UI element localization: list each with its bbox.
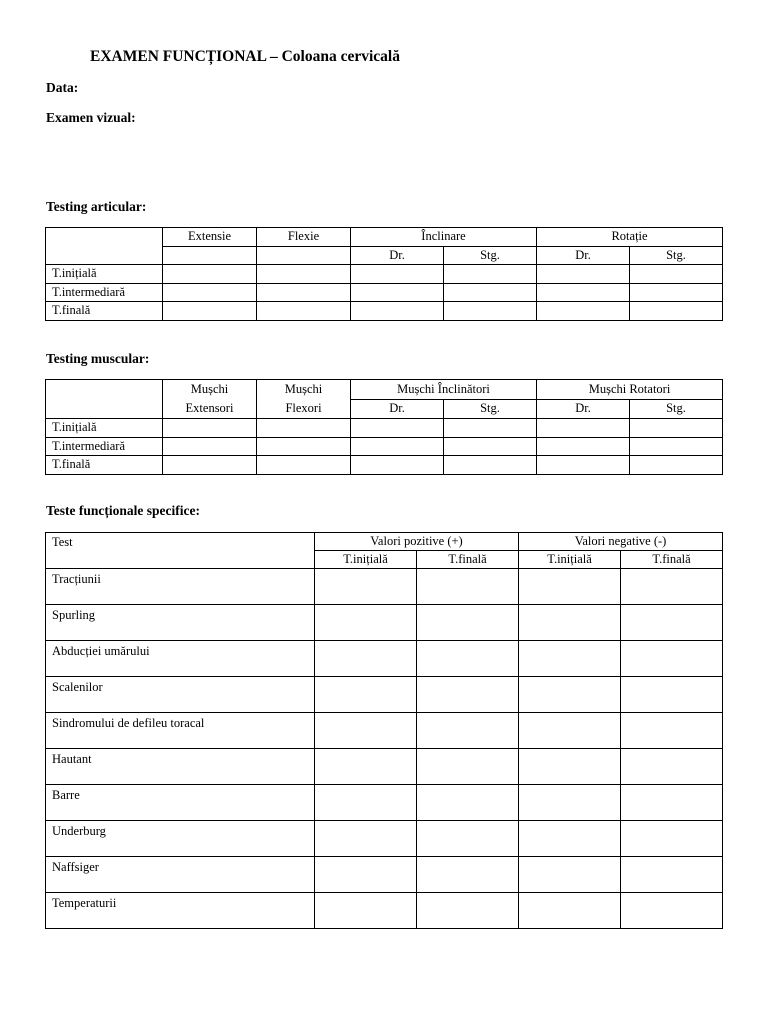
input-cell[interactable] xyxy=(630,437,723,456)
input-cell[interactable] xyxy=(351,437,444,456)
input-cell[interactable] xyxy=(537,456,630,475)
test-name: Spurling xyxy=(46,605,315,641)
input-cell[interactable] xyxy=(257,265,351,284)
input-cell[interactable] xyxy=(351,265,444,284)
input-cell[interactable] xyxy=(630,419,723,438)
input-cell[interactable] xyxy=(444,265,537,284)
subcol-rotatie-dr: Dr. xyxy=(537,246,630,265)
table-row xyxy=(46,437,723,456)
input-cell[interactable] xyxy=(537,265,630,284)
input-cell[interactable] xyxy=(315,893,417,929)
table-row xyxy=(46,302,723,321)
col-extensori-line1: Mușchi xyxy=(190,382,229,396)
table-row xyxy=(46,749,723,785)
input-cell[interactable] xyxy=(519,641,621,677)
row-label: T.finală xyxy=(46,302,163,321)
testing-muscular-label: Testing muscular: xyxy=(46,351,150,366)
input-cell[interactable] xyxy=(444,437,537,456)
input-cell[interactable] xyxy=(315,677,417,713)
col-flexori-line1: Mușchi xyxy=(284,382,323,396)
col-flexie: Flexie xyxy=(257,228,351,247)
test-name: Tracțiunii xyxy=(46,569,315,605)
input-cell[interactable] xyxy=(621,569,723,605)
input-cell[interactable] xyxy=(537,437,630,456)
input-cell[interactable] xyxy=(519,785,621,821)
col-flexori-line2: Flexori xyxy=(285,401,322,415)
input-cell[interactable] xyxy=(417,893,519,929)
input-cell[interactable] xyxy=(519,605,621,641)
input-cell[interactable] xyxy=(417,749,519,785)
subcol-inclinatori-dr: Dr. xyxy=(351,399,444,419)
input-cell[interactable] xyxy=(621,713,723,749)
input-cell[interactable] xyxy=(621,857,723,893)
input-cell[interactable] xyxy=(621,605,723,641)
input-cell[interactable] xyxy=(519,857,621,893)
input-cell[interactable] xyxy=(315,641,417,677)
subcol-negative-t-finala: T.finală xyxy=(621,551,723,569)
subheader-flexie-empty xyxy=(257,246,351,265)
col-extensie: Extensie xyxy=(163,228,257,247)
subcol-inclinare-dr: Dr. xyxy=(351,246,444,265)
row-label: T.inițială xyxy=(46,419,163,438)
input-cell[interactable] xyxy=(621,749,723,785)
input-cell[interactable] xyxy=(519,713,621,749)
col-muschi-extensori xyxy=(163,380,257,419)
input-cell[interactable] xyxy=(163,283,257,302)
data-label: Data: xyxy=(46,80,79,95)
input-cell[interactable] xyxy=(257,283,351,302)
subcol-inclinatori-stg: Stg. xyxy=(444,399,537,419)
table-row xyxy=(46,857,723,893)
input-cell[interactable] xyxy=(630,283,723,302)
testing-articular-label: Testing articular: xyxy=(46,199,147,214)
table-row xyxy=(46,785,723,821)
col-test: Test xyxy=(46,533,315,569)
input-cell[interactable] xyxy=(163,419,257,438)
col-inclinare: Înclinare xyxy=(351,228,537,247)
row-label: T.finală xyxy=(46,456,163,475)
input-cell[interactable] xyxy=(519,749,621,785)
input-cell[interactable] xyxy=(417,641,519,677)
input-cell[interactable] xyxy=(315,857,417,893)
input-cell[interactable] xyxy=(537,283,630,302)
input-cell[interactable] xyxy=(444,283,537,302)
input-cell[interactable] xyxy=(351,456,444,475)
input-cell[interactable] xyxy=(163,437,257,456)
table-row xyxy=(46,569,723,605)
input-cell[interactable] xyxy=(630,265,723,284)
input-cell[interactable] xyxy=(351,302,444,321)
subcol-negative-t-initiala: T.inițială xyxy=(519,551,621,569)
subcol-rotatori-dr: Dr. xyxy=(537,399,630,419)
input-cell[interactable] xyxy=(417,857,519,893)
test-name: Hautant xyxy=(46,749,315,785)
table-row xyxy=(46,456,723,475)
col-muschi-flexori xyxy=(257,380,351,419)
table-row xyxy=(46,821,723,857)
test-name: Scalenilor xyxy=(46,677,315,713)
input-cell[interactable] xyxy=(257,456,351,475)
input-cell[interactable] xyxy=(519,893,621,929)
input-cell[interactable] xyxy=(417,677,519,713)
col-valori-pozitive: Valori pozitive (+) xyxy=(315,533,519,551)
input-cell[interactable] xyxy=(537,302,630,321)
table-row xyxy=(46,677,723,713)
col-extensori-line2: Extensori xyxy=(185,401,234,415)
test-name: Naffsiger xyxy=(46,857,315,893)
col-valori-negative: Valori negative (-) xyxy=(519,533,723,551)
input-cell[interactable] xyxy=(621,821,723,857)
subcol-rotatie-stg: Stg. xyxy=(630,246,723,265)
test-name: Sindromului de defileu toracal xyxy=(46,713,315,749)
test-name: Underburg xyxy=(46,821,315,857)
input-cell[interactable] xyxy=(417,605,519,641)
input-cell[interactable] xyxy=(621,641,723,677)
row-label: T.intermediară xyxy=(46,283,163,302)
table-row xyxy=(46,265,723,284)
input-cell[interactable] xyxy=(417,785,519,821)
testing-articular-table xyxy=(45,227,723,321)
input-cell[interactable] xyxy=(257,302,351,321)
table-row xyxy=(46,893,723,929)
subcol-rotatori-stg: Stg. xyxy=(630,399,723,419)
table-row xyxy=(46,605,723,641)
table-row xyxy=(46,641,723,677)
input-cell[interactable] xyxy=(257,437,351,456)
subcol-pozitive-t-initiala: T.inițială xyxy=(315,551,417,569)
input-cell[interactable] xyxy=(417,713,519,749)
teste-functionale-label: Teste funcționale specifice: xyxy=(46,503,200,518)
table-row xyxy=(46,713,723,749)
test-name: Abducției umărului xyxy=(46,641,315,677)
input-cell[interactable] xyxy=(315,713,417,749)
input-cell[interactable] xyxy=(315,569,417,605)
input-cell[interactable] xyxy=(444,419,537,438)
col-muschi-rotatori: Mușchi Rotatori xyxy=(537,380,723,400)
input-cell[interactable] xyxy=(444,302,537,321)
subcol-pozitive-t-finala: T.finală xyxy=(417,551,519,569)
input-cell[interactable] xyxy=(519,821,621,857)
row-label: T.intermediară xyxy=(46,437,163,456)
input-cell[interactable] xyxy=(519,569,621,605)
table-row xyxy=(46,419,723,438)
input-cell[interactable] xyxy=(351,419,444,438)
header-empty-cell xyxy=(46,228,163,265)
input-cell[interactable] xyxy=(621,785,723,821)
input-cell[interactable] xyxy=(315,821,417,857)
row-label: T.inițială xyxy=(46,265,163,284)
input-cell[interactable] xyxy=(163,456,257,475)
col-muschi-inclinatori: Mușchi Înclinători xyxy=(351,380,537,400)
table-row xyxy=(46,283,723,302)
input-cell[interactable] xyxy=(163,265,257,284)
subcol-inclinare-stg: Stg. xyxy=(444,246,537,265)
page-title: EXAMEN FUNCȚIONAL – Coloana cervicală xyxy=(90,48,400,65)
input-cell[interactable] xyxy=(630,456,723,475)
input-cell[interactable] xyxy=(315,749,417,785)
input-cell[interactable] xyxy=(351,283,444,302)
input-cell[interactable] xyxy=(621,677,723,713)
input-cell[interactable] xyxy=(163,302,257,321)
input-cell[interactable] xyxy=(537,419,630,438)
col-rotatie: Rotație xyxy=(537,228,723,247)
input-cell[interactable] xyxy=(315,605,417,641)
input-cell[interactable] xyxy=(621,893,723,929)
input-cell[interactable] xyxy=(315,785,417,821)
test-name: Temperaturii xyxy=(46,893,315,929)
input-cell[interactable] xyxy=(257,419,351,438)
subheader-extensie-empty xyxy=(163,246,257,265)
header-empty-cell xyxy=(46,380,163,419)
input-cell[interactable] xyxy=(630,302,723,321)
test-name: Barre xyxy=(46,785,315,821)
input-cell[interactable] xyxy=(444,456,537,475)
teste-functionale-table xyxy=(45,532,723,929)
examen-vizual-label: Examen vizual: xyxy=(46,110,136,125)
input-cell[interactable] xyxy=(417,569,519,605)
input-cell[interactable] xyxy=(417,821,519,857)
testing-muscular-table xyxy=(45,379,723,475)
input-cell[interactable] xyxy=(519,677,621,713)
